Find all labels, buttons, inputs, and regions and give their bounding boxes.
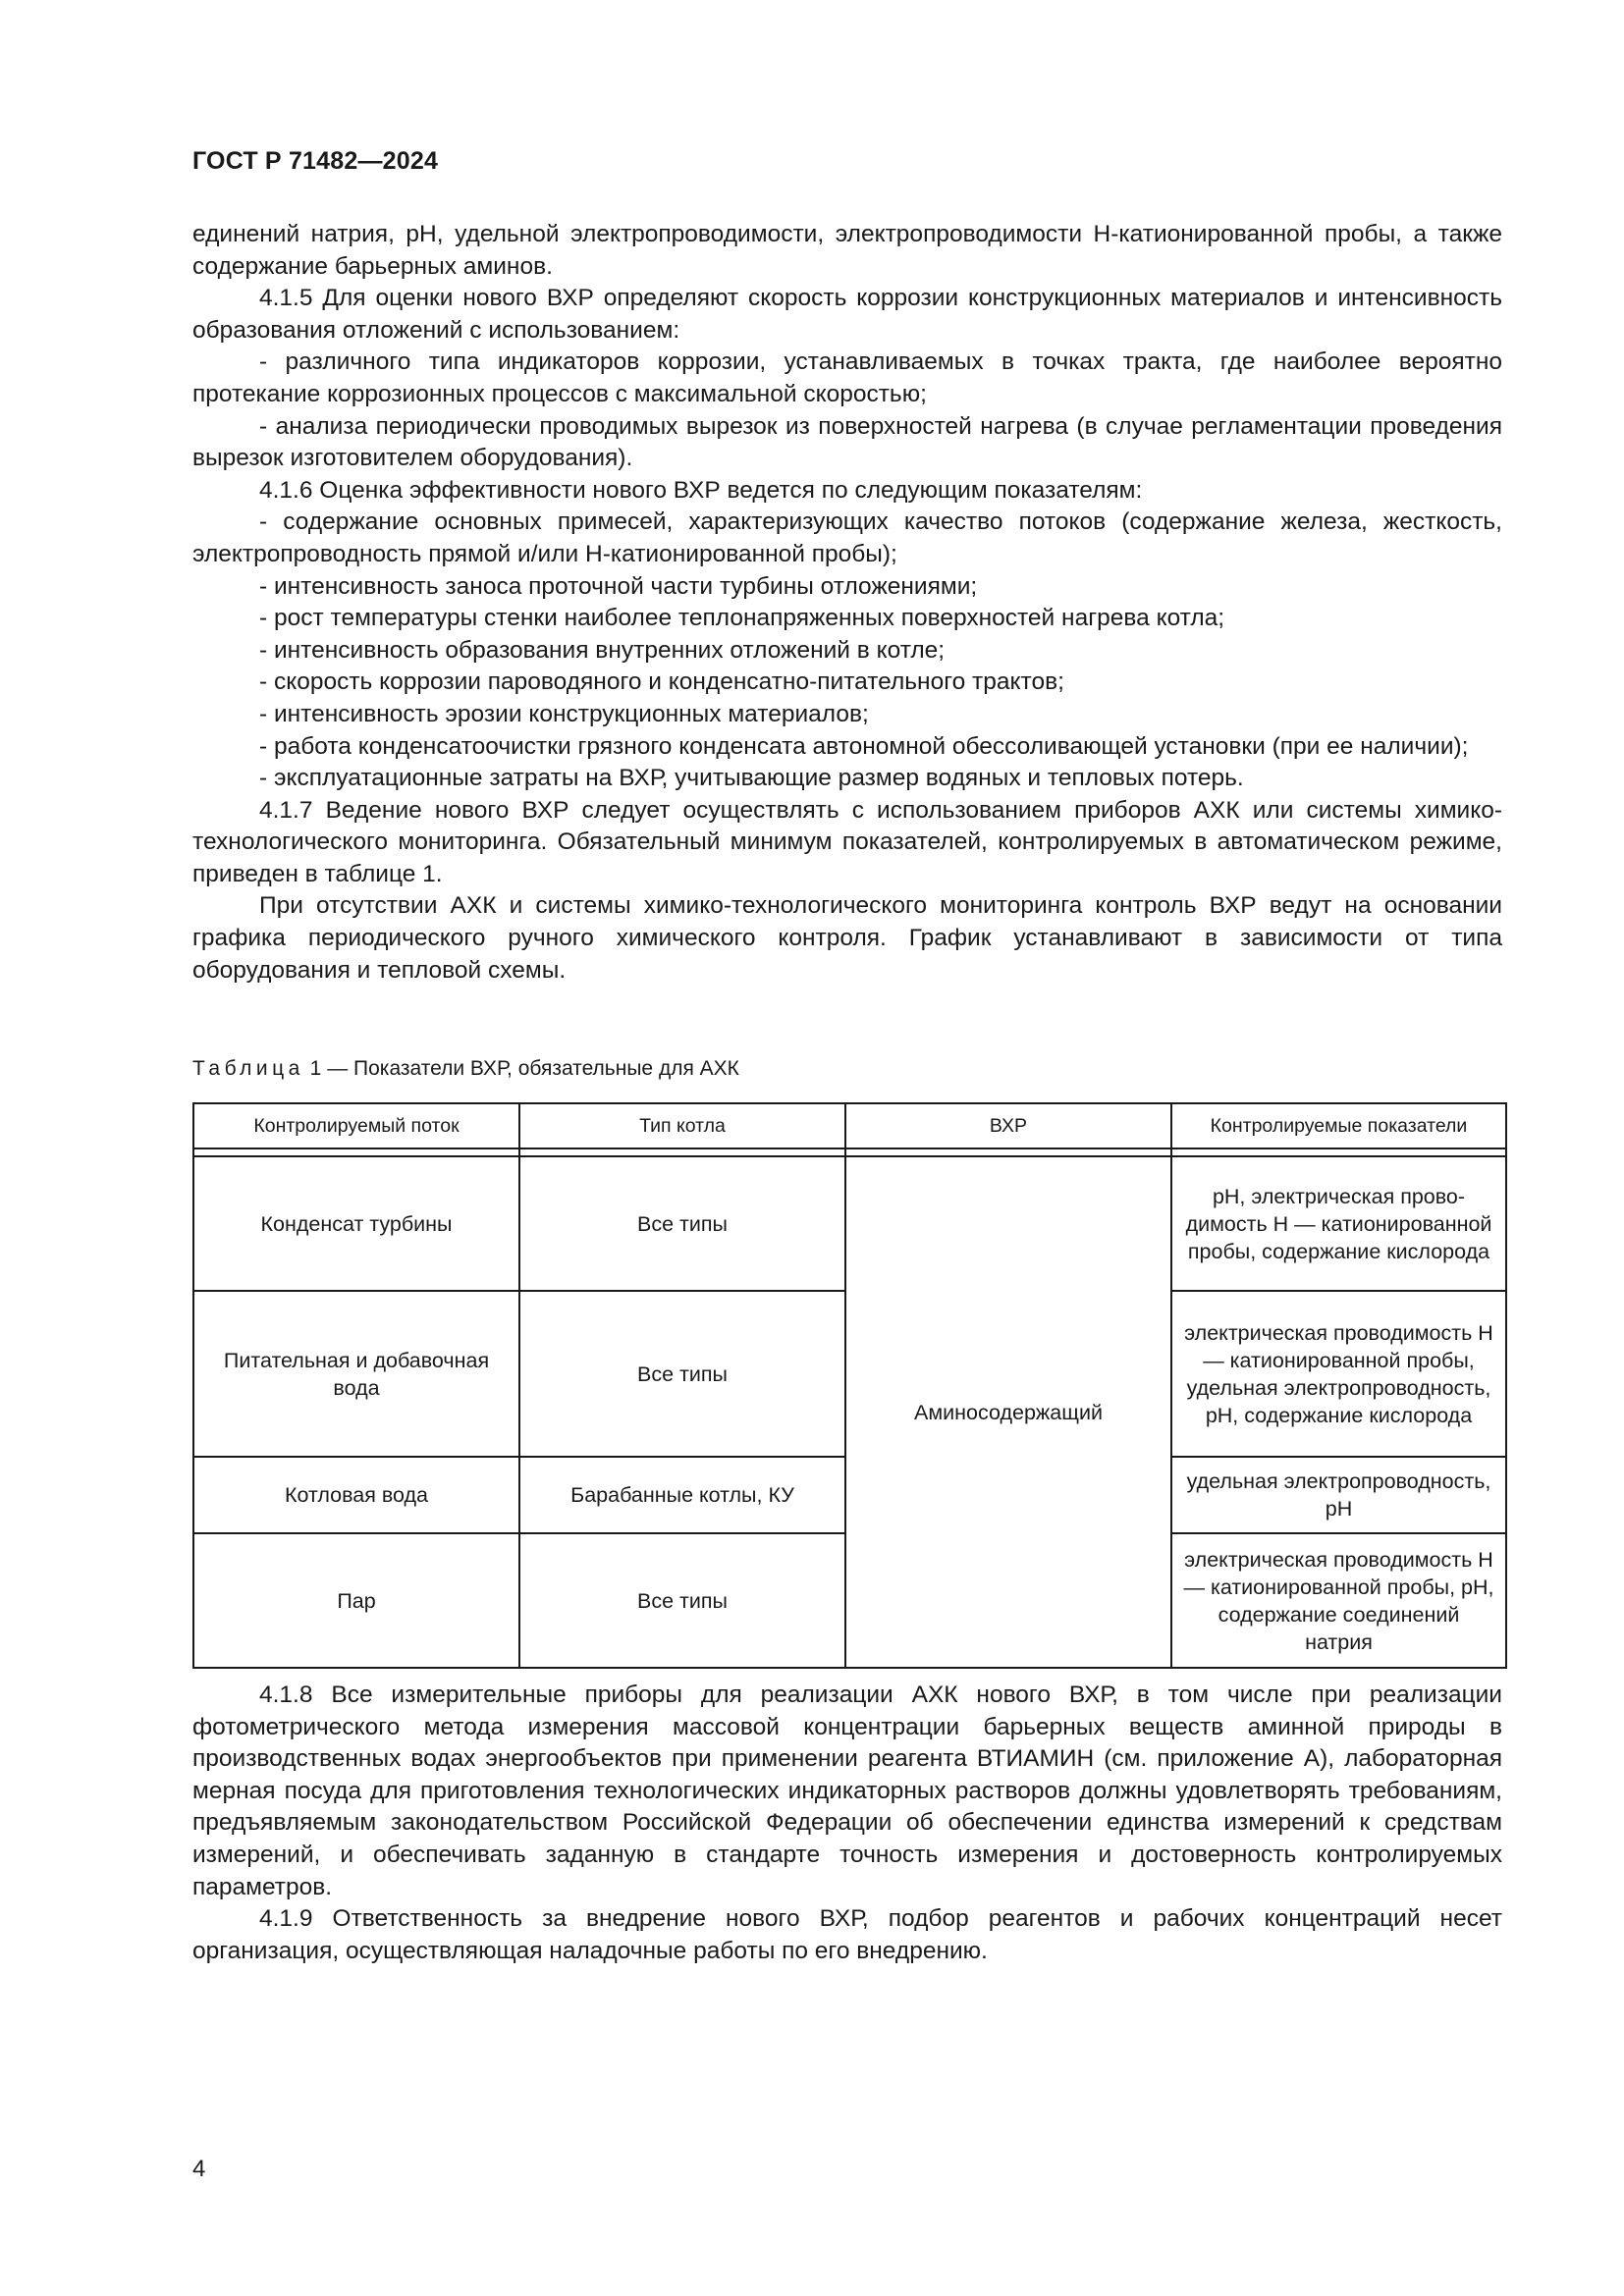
paragraph: 4.1.8 Все измерительные приборы для реализации АХК нового ВХР, в том числе при реализации фотометрического метода измерения массовой концентрации барьерных веществ аминной природы в производственных водах энергообъектов при применении реагента ВТИАМИН (см. приложение А), лабораторная мерная посуда для приготовления технологических индикаторных растворов должны удовлетворять требованиям, предъявляемым законодательством Российской Федерации об обеспечении единства измерений к средствам измерений, и обеспечивать заданную в стандарте точность измерения и достоверность контролируемых параметров. [192, 1682, 1502, 1900]
table-caption-title: 1 — Показатели ВХР, обязательные для АХК [303, 1057, 739, 1080]
list-item: - скорость коррозии пароводяного и конденсатно-питательного трактов; [259, 668, 1064, 696]
paragraph: 4.1.9 Ответственность за внедрение нового ВХР, подбор реагентов и рабочих концентраций несет организация, осуществляющая наладочные работы по его внедрению. [192, 1905, 1502, 1964]
document-header: ГОСТ Р 71482—2024 [192, 147, 439, 175]
indicators-cell: удельная электропроводность, pH [1171, 1457, 1506, 1533]
table-header-row [193, 1103, 1506, 1148]
list-item: - интенсивность образования внутренних отложений в котле; [259, 636, 946, 664]
indicators-cell: электрическая проводимость Н — катионированной пробы, удельная электропроводность, pH, содержание кислорода [1171, 1291, 1506, 1457]
paragraph: При отсутствии АХК и системы химико-технологического мониторинга контроль ВХР ведут на основании графика периодического ручного химического контроля. График устанавливают в зависимости от типа оборудования и тепловой схемы. [192, 892, 1502, 984]
list-item: - эксплуатационные затраты на ВХР, учитывающие размер водяных и тепловых потерь. [259, 765, 1244, 792]
paragraph: 4.1.6 Оценка эффективности нового ВХР ведется по следующим показателям: [259, 476, 1143, 504]
flow-cell: Конденсат турбины [193, 1156, 519, 1291]
list-item: - различного типа индикаторов коррозии, устанавливаемых в точках тракта, где наиболее вероятно протекание коррозионных процессов с максимальной скоростью; [192, 348, 1502, 407]
table-caption [192, 1057, 739, 1081]
list-item: - интенсивность заноса проточной части турбины отложениями; [259, 572, 978, 600]
flow-cell: Котловая вода [193, 1457, 519, 1533]
list-item: - интенсивность эрозии конструкционных материалов; [259, 700, 869, 727]
list-item: - работа конденсатоочистки грязного конденсата автономной обессоливающей установки (при ее наличии); [259, 732, 1469, 760]
boiler-type-cell: Все типы [519, 1291, 845, 1457]
boiler-type-cell: Все типы [519, 1533, 845, 1668]
flow-cell: Пар [193, 1533, 519, 1668]
header-separator-row [193, 1148, 1506, 1156]
paragraph: единений натрия, pH, удельной электропроводимости, электропроводимости Н-катионированной пробы, а также содержание барьерных аминов. [192, 221, 1502, 280]
table-row [193, 1156, 1506, 1291]
list-item: - рост температуры стенки наиболее теплонапряженных поверхностей нагрева котла; [259, 605, 1225, 632]
paragraph: 4.1.5 Для оценки нового ВХР определяют скорость коррозии конструкционных материалов и интенсивность образования отложений с использованием: [192, 285, 1502, 344]
indicators-table [192, 1102, 1507, 1669]
list-item: - анализа периодически проводимых вырезок из поверхностей нагрева (в случае регламентации проведения вырезок изготовителем оборудования). [192, 412, 1502, 472]
flow-cell: Питательная и добавочная вода [193, 1291, 519, 1457]
page-number: 4 [192, 2156, 206, 2182]
boiler-type-cell: Все типы [519, 1156, 845, 1291]
indicators-cell: pH, электрическая проводимость Н — катионированной пробы, содержание кислорода [1171, 1156, 1506, 1291]
body-text-top [192, 219, 1502, 987]
paragraph: 4.1.7 Ведение нового ВХР следует осуществлять с использованием приборов АХК или системы химико-технологического мониторинга. Обязательный минимум показателей, контролируемых в автоматическом режиме, приведен в таблице 1. [192, 796, 1502, 887]
column-header: Контролируемые показатели [1171, 1103, 1506, 1148]
column-header: Контролируемый поток [193, 1103, 519, 1148]
list-item: - содержание основных примесей, характеризующих качество потоков (содержание железа, жесткость, электропроводность прямой и/или Н-катионированной пробы); [192, 508, 1502, 567]
indicators-cell: электрическая проводимость Н — катионированной пробы, pH, содержание соединений натрия [1171, 1533, 1506, 1668]
boiler-type-cell: Барабанные котлы, КУ [519, 1457, 845, 1533]
table-caption-word: Таблица [192, 1057, 304, 1080]
column-header: ВХР [845, 1103, 1171, 1148]
vhr-cell: Аминосодержащий [845, 1156, 1171, 1668]
body-text-bottom [192, 1680, 1502, 1967]
column-header: Тип котла [519, 1103, 845, 1148]
